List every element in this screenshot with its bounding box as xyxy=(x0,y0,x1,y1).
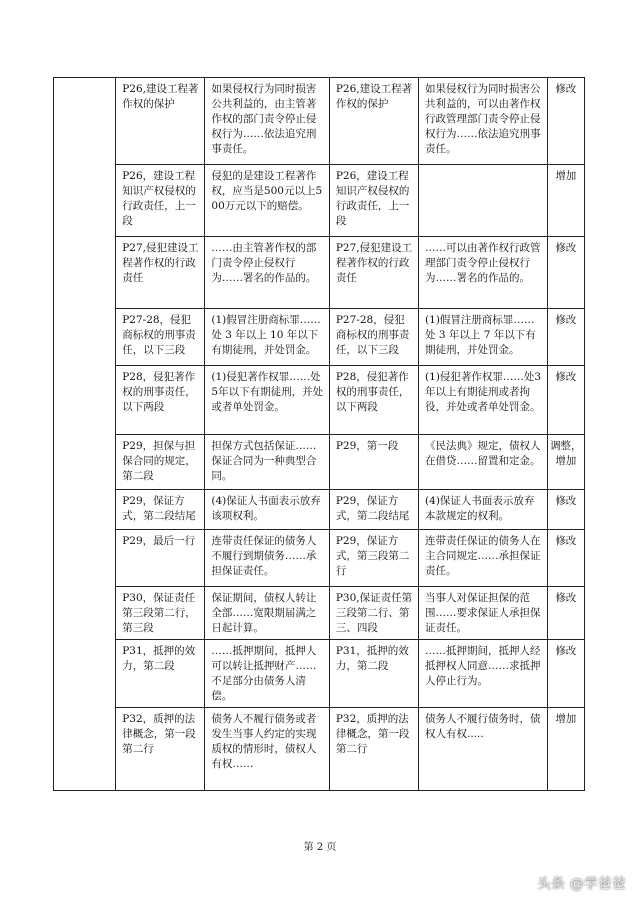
table-row xyxy=(54,587,585,640)
old-text-cell: 如果侵权行为同时损害公共利益的，由主管著作权的部门责令停止侵权行为……依法追究刑事责任。 xyxy=(205,78,329,165)
table-row xyxy=(54,708,585,791)
new-text-cell: (1)侵犯著作权罪……处3年以上有期徒刑或者拘役，并处或者单处罚金。 xyxy=(419,366,548,435)
old-location-cell: P32，质押的法律概念，第一段第二行 xyxy=(116,708,205,791)
old-location-cell: P29，保证方式，第二段结尾 xyxy=(116,490,205,530)
old-location-cell: P26，建设工程知识产权侵权的行政责任，上一段 xyxy=(116,165,205,237)
old-text-cell: 保证期间，债权人转让全部……宽限期届满之日起计算。 xyxy=(205,587,329,640)
old-location-cell: P26,建设工程著作权的保护 xyxy=(116,78,205,165)
merged-category-cell xyxy=(54,78,116,791)
action-cell: 修改 xyxy=(547,530,584,587)
new-text-cell: (4)保证人书面表示放弃本款规定的权利。 xyxy=(419,490,548,530)
old-text-cell: 连带责任保证的债务人不履行到期债务……承担保证责任。 xyxy=(205,530,329,587)
old-text-cell: 侵犯的是建设工程著作权，应当是500元以上500万元以下的赔偿。 xyxy=(205,165,329,237)
new-location-cell: P30,保证责任第三段第二行、第三、四段 xyxy=(329,587,418,640)
new-text-cell: 当事人对保证担保的范围……要求保证人承担保证责任。 xyxy=(419,587,548,640)
new-text-cell: 连带责任保证的债务人在主合同规定……承担保证责任。 xyxy=(419,530,548,587)
new-text-cell: 如果侵权行为同时损害公共利益的，可以由著作权行政管理部门责令停止侵权行为……依法追究刑事责任。 xyxy=(419,78,548,165)
new-location-cell: P27,侵犯建设工程著作权的行政责任 xyxy=(329,237,418,309)
table-row xyxy=(54,490,585,530)
old-text-cell: (4)保证人书面表示放弃该项权利。 xyxy=(205,490,329,530)
old-location-cell: P30，保证责任第三段第二行，第三段 xyxy=(116,587,205,640)
old-text-cell: (1)假冒注册商标罪……处 3 年以上 10 年以下有期徒刑，并处罚金。 xyxy=(205,309,329,366)
old-location-cell: P27,侵犯建设工程著作权的行政责任 xyxy=(116,237,205,309)
action-cell: 修改 xyxy=(547,78,584,165)
old-text-cell: (1)侵犯著作权罪……处5年以下有期徒刑，并处或者单处罚金。 xyxy=(205,366,329,435)
new-location-cell: P28，侵犯著作权的刑事责任，以下两段 xyxy=(329,366,418,435)
revision-table xyxy=(53,77,585,791)
new-location-cell: P29，第一段 xyxy=(329,435,418,490)
action-cell: 修改 xyxy=(547,640,584,708)
page-number: 第 2 页 xyxy=(303,842,337,853)
new-text-cell xyxy=(419,165,548,237)
table-row xyxy=(54,237,585,309)
action-cell: 修改 xyxy=(547,309,584,366)
table-row xyxy=(54,530,585,587)
table-row xyxy=(54,309,585,366)
old-location-cell: P29，最后一行 xyxy=(116,530,205,587)
action-cell: 修改 xyxy=(547,237,584,309)
old-location-cell: P28，侵犯著作权的刑事责任，以下两段 xyxy=(116,366,205,435)
old-text-cell: 债务人不履行债务或者发生当事人约定的实现质权的情形时，债权人有权…… xyxy=(205,708,329,791)
action-cell: 修改 xyxy=(547,490,584,530)
new-location-cell: P27-28，侵犯商标权的刑事责任，以下三段 xyxy=(329,309,418,366)
new-location-cell: P29，保证方式，第二段结尾 xyxy=(329,490,418,530)
new-location-cell: P29，保证方式，第三段第二行 xyxy=(329,530,418,587)
old-location-cell: P29，担保与担保合同的规定，第二段 xyxy=(116,435,205,490)
table-row xyxy=(54,165,585,237)
new-location-cell: P26，建设工程知识产权侵权的行政责任，上一段 xyxy=(329,165,418,237)
watermark: 头条 @学爸爸 xyxy=(537,876,626,892)
new-text-cell: 债务人不履行债务时，债权人有权..... xyxy=(419,708,548,791)
old-text-cell: ……由主管著作权的部门责令停止侵权行为……署名的作品的。 xyxy=(205,237,329,309)
action-cell: 修改 xyxy=(547,587,584,640)
old-text-cell: ……抵押期间，抵押人可以转让抵押财产……不足部分由债务人清偿。 xyxy=(205,640,329,708)
new-text-cell: (1)假冒注册商标罪……处 3 年以上 7 年以下有期徒刑，并处罚金。 xyxy=(419,309,548,366)
old-location-cell: P31，抵押的效力，第二段 xyxy=(116,640,205,708)
action-cell: 修改 xyxy=(547,366,584,435)
table-row xyxy=(54,435,585,490)
table-row xyxy=(54,78,585,165)
table-row xyxy=(54,366,585,435)
new-location-cell: P31，抵押的效力，第二段 xyxy=(329,640,418,708)
new-text-cell: 《民法典》规定，债权人在借贷……留置和定金。 xyxy=(419,435,548,490)
new-location-cell: P26,建设工程著作权的保护 xyxy=(329,78,418,165)
new-text-cell: ……抵押期间，抵押人经抵押权人同意……求抵押人停止行为。 xyxy=(419,640,548,708)
new-location-cell: P32，质押的法律概念，第一段第二行 xyxy=(329,708,418,791)
table-row xyxy=(54,640,585,708)
action-cell: 增加 xyxy=(547,708,584,791)
action-cell: 调整，增加 xyxy=(547,435,584,490)
action-cell: 增加 xyxy=(547,165,584,237)
new-text-cell: ……可以由著作权行政管理部门责令停止侵权行为……署名的作品的。 xyxy=(419,237,548,309)
old-location-cell: P27-28，侵犯商标权的刑事责任，以下三段 xyxy=(116,309,205,366)
old-text-cell: 担保方式包括保证……保证合同为一种典型合同。 xyxy=(205,435,329,490)
